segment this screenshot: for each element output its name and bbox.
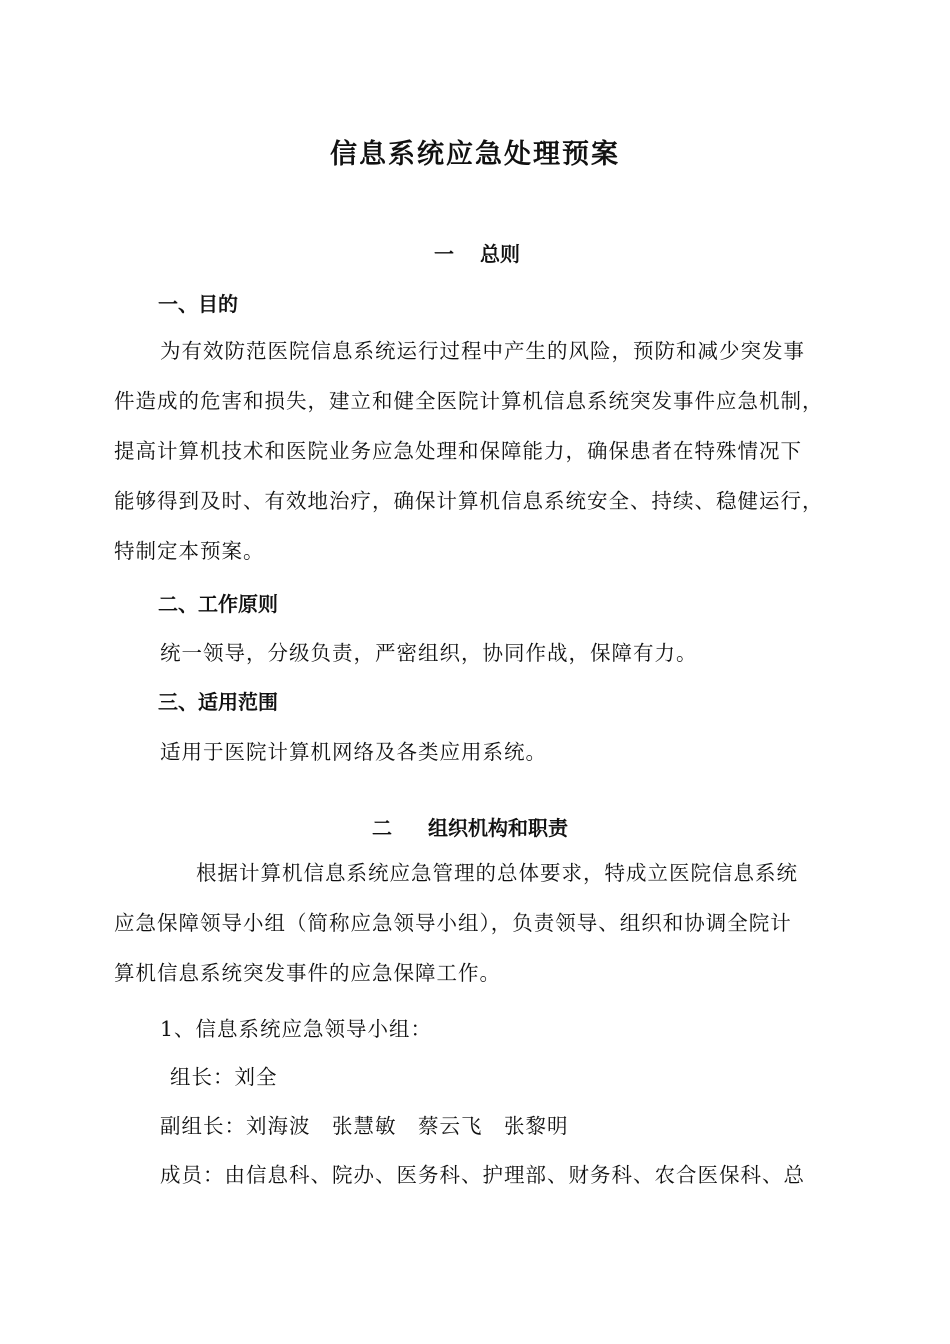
chapter-number: 一 <box>434 242 454 266</box>
section-heading-scope: 三、适用范围 <box>158 690 278 714</box>
organization-paragraph <box>114 848 854 998</box>
paragraph-line: 为有效防范医院信息系统运行过程中产生的风险，预防和减少突发事 <box>160 339 805 363</box>
group-leader: 组长：刘全 <box>170 1065 278 1089</box>
chapter-number: 二 <box>372 816 392 840</box>
chapter-2-heading <box>372 812 568 841</box>
chapter-title: 总则 <box>480 242 520 266</box>
paragraph-line: 提高计算机技术和医院业务应急处理和保障能力，确保患者在特殊情况下 <box>114 439 802 463</box>
principles-text: 统一领导，分级负责，严密组织，协同作战，保障有力。 <box>160 641 698 665</box>
paragraph-line: 算机信息系统突发事件的应急保障工作。 <box>114 961 501 985</box>
document-title: 信息系统应急处理预案 <box>330 139 620 170</box>
purpose-paragraph <box>114 326 854 576</box>
chapter-1-heading <box>434 238 520 267</box>
paragraph-line: 根据计算机信息系统应急管理的总体要求，特成立医院信息系统 <box>196 861 798 885</box>
chapter-title: 组织机构和职责 <box>428 816 568 840</box>
group-heading: 1、信息系统应急领导小组： <box>160 1017 433 1041</box>
paragraph-line: 能够得到及时、有效地治疗，确保计算机信息系统安全、持续、稳健运行， <box>114 489 824 513</box>
section-heading-principles: 二、工作原则 <box>158 592 278 616</box>
section-heading-purpose: 一、目的 <box>158 292 238 316</box>
group-deputy: 副组长：刘海波 张慧敏 蔡云飞 张黎明 <box>160 1114 569 1138</box>
scope-text: 适用于医院计算机网络及各类应用系统。 <box>160 740 547 764</box>
group-members: 成员：由信息科、院办、医务科、护理部、财务科、农合医保科、总 <box>160 1163 805 1187</box>
paragraph-line: 件造成的危害和损失，建立和健全医院计算机信息系统突发事件应急机制， <box>114 389 824 413</box>
paragraph-line: 特制定本预案。 <box>114 539 265 563</box>
paragraph-line: 应急保障领导小组（简称应急领导小组），负责领导、组织和协调全院计 <box>114 911 792 935</box>
